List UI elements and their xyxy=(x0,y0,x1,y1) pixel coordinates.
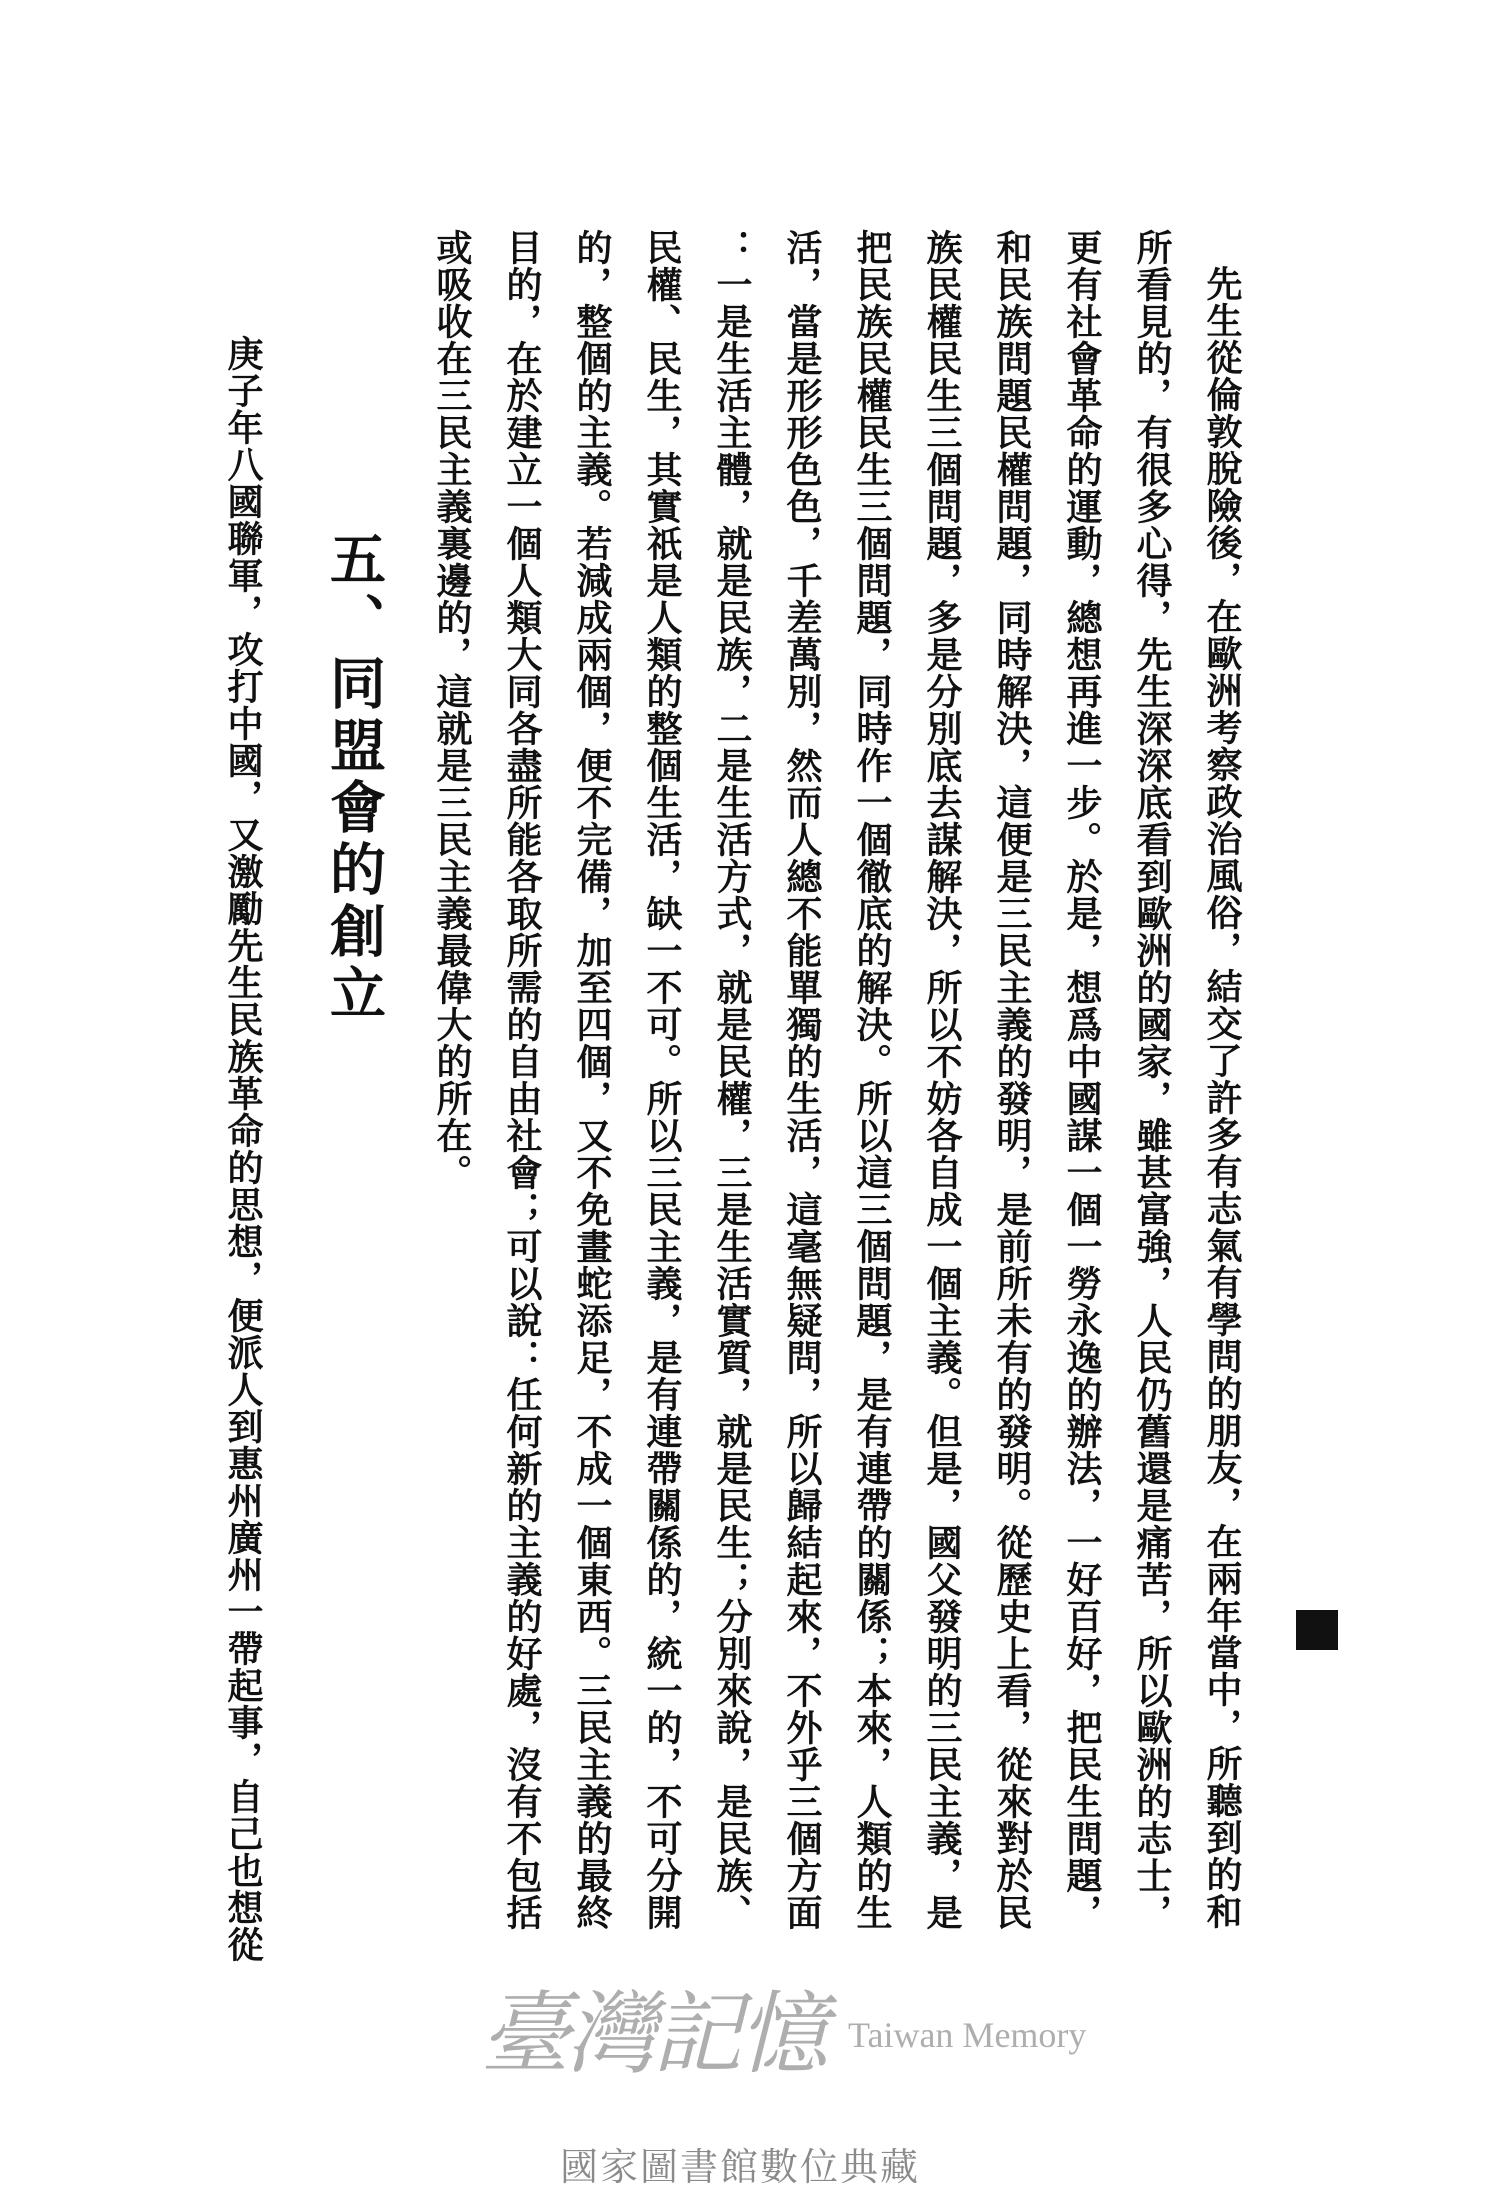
text-column: 或吸收在三民主義裏邊的，這就是三民主義最偉大的所在。 xyxy=(431,229,473,1191)
text-column: ：一是生活主體，就是民族，二是生活方式，就是民權，三是生活實質，就是民生；分別來說，是民族、 xyxy=(711,229,753,1931)
body-text xyxy=(417,229,1257,1949)
text-column: 目的，在於建立一個人類大同各盡所能各取所需的自由社會；可以說：任何新的主義的好處，沒有不包括 xyxy=(501,229,543,1931)
watermark-logo xyxy=(480,1975,1086,2095)
watermark-chinese: 臺灣記憶 xyxy=(480,1982,824,2087)
text-column: 和民族問題民權問題，同時解決，這便是三民主義的發明，是前所未有的發明。從歷史上看，從來對於民 xyxy=(991,229,1033,1931)
text-column: 民權、民生，其實祇是人類的整個生活，缺一不可。所以三民主義，是有連帶關係的，統一的，不可分開 xyxy=(641,229,683,1931)
text-column: 把民族民權民生三個問題，同時作一個徹底的解決。所以這三個問題，是有連帶的關係；本來，人類的生 xyxy=(851,229,893,1931)
footer-archive-label: 國家圖書館數位典藏 xyxy=(559,2145,920,2189)
text-column: 所看見的，有很多心得，先生深深底看到歐洲的國家，雖甚富強，人民仍舊還是痛苦，所以歐洲的志士， xyxy=(1131,229,1173,1931)
page-number: 四 xyxy=(1296,1610,1338,1650)
text-column: 的，整個的主義。若減成兩個，便不完備，加至四個，又不免畫蛇添足，不成一個東西。三民主義的最終 xyxy=(571,229,613,1931)
section-heading: 五、同盟會的創立 xyxy=(321,530,387,1026)
text-column: 更有社會革命的運動，總想再進一步。於是，想爲中國謀一個一勞永逸的辦法，一好百好，把民生問題， xyxy=(1061,229,1103,1931)
text-column: 先生從倫敦脫險後，在歐洲考察政治風俗，結交了許多有志氣有學問的朋友，在兩年當中，所聽到的和 xyxy=(1201,265,1243,1930)
text-column: 族民權民生三個問題，多是分別底去謀解決，所以不妨各自成一個主義。但是，國父發明的三民主義，是 xyxy=(921,229,963,1931)
section-text-column: 庚子年八國聯軍，攻打中國，又激勵先生民族革命的思想，便派人到惠州廣州一帶起事，自己也想從 xyxy=(222,335,264,1963)
watermark-english: Taiwan Memory xyxy=(848,2015,1087,2055)
text-column: 活，當是形形色色，千差萬別，然而人總不能單獨的生活，這毫無疑問，所以歸結起來，不外乎三個方面 xyxy=(781,229,823,1931)
